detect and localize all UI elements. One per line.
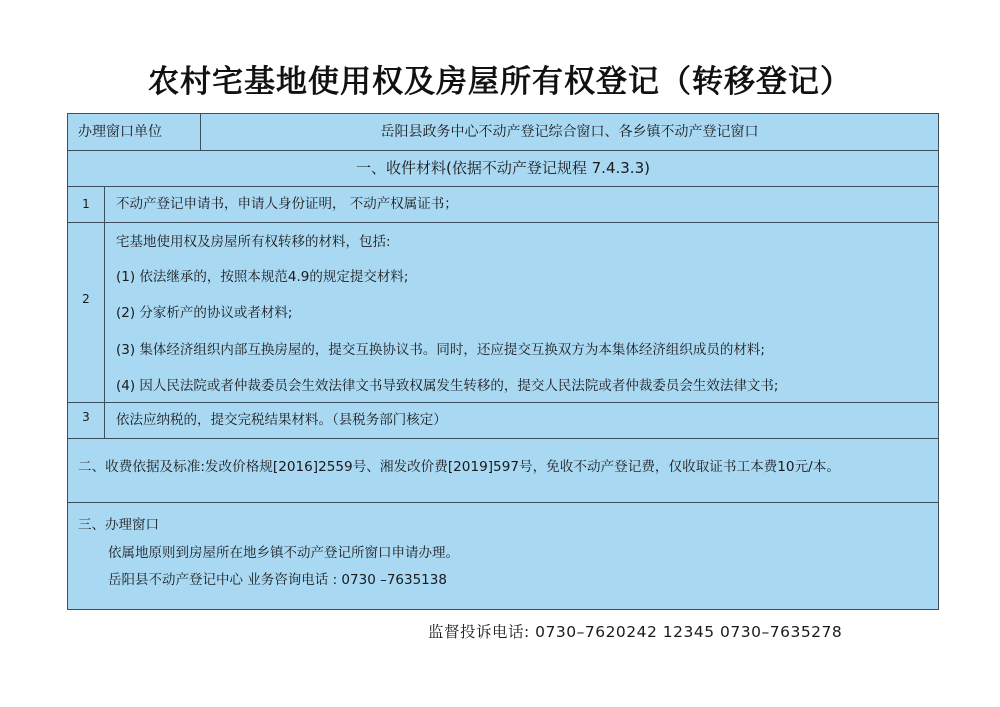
item-text: (2) 分家析产的协议或者材料; <box>116 305 293 321</box>
item-text: (1) 依法继承的，按照本规范4.9的规定提交材料; <box>116 269 409 285</box>
row-divider <box>68 222 938 223</box>
column-divider <box>104 186 105 438</box>
registration-info-table <box>67 113 939 610</box>
materials-heading: 一、收件材料(依据不动产登记规程 7.4.3.3) <box>356 159 650 177</box>
item-number: 2 <box>82 292 90 306</box>
item-text: 依法应纳税的，提交完税结果材料。（县税务部门核定） <box>116 412 447 428</box>
item-text: (4) 因人民法院或者仲裁委员会生效法律文书导致权属发生转移的，提交人民法院或者仲裁委员会生效法律文书; <box>116 378 779 394</box>
item-text: 不动产登记申请书，申请人身份证明， 不动产权属证书； <box>116 196 458 212</box>
item-text: 宅基地使用权及房屋所有权转移的材料，包括: <box>116 234 391 250</box>
item-text: (3) 集体经济组织内部互换房屋的，提交互换协议书。同时，还应提交互换双方为本集体经济组织成员的材料; <box>116 342 765 358</box>
row-divider <box>68 150 938 151</box>
item-number: 1 <box>82 197 90 211</box>
row-divider <box>68 186 938 187</box>
window-unit-label: 办理窗口单位 <box>78 124 162 140</box>
row-divider <box>68 402 938 403</box>
row-divider <box>68 502 938 503</box>
office-contact: 岳阳县不动产登记中心 业务咨询电话 : 0730 –7635138 <box>108 572 447 588</box>
fee-standard: 二、收费依据及标准:发改价格规[2016]2559号、湘发改价费[2019]597号，免收不动产登记费，仅收取证书工本费10元/本。 <box>78 459 840 475</box>
row-divider <box>68 438 938 439</box>
complaint-hotline: 监督投诉电话: 0730–7620242 12345 0730–7635278 <box>428 623 843 641</box>
office-heading: 三、办理窗口 <box>78 517 159 533</box>
document-title: 农村宅基地使用权及房屋所有权登记（转移登记） <box>148 64 852 100</box>
window-unit-value: 岳阳县政务中心不动产登记综合窗口、各乡镇不动产登记窗口 <box>380 124 759 140</box>
item-number: 3 <box>82 410 90 424</box>
office-instruction: 依属地原则到房屋所在地乡镇不动产登记所窗口申请办理。 <box>108 545 459 561</box>
